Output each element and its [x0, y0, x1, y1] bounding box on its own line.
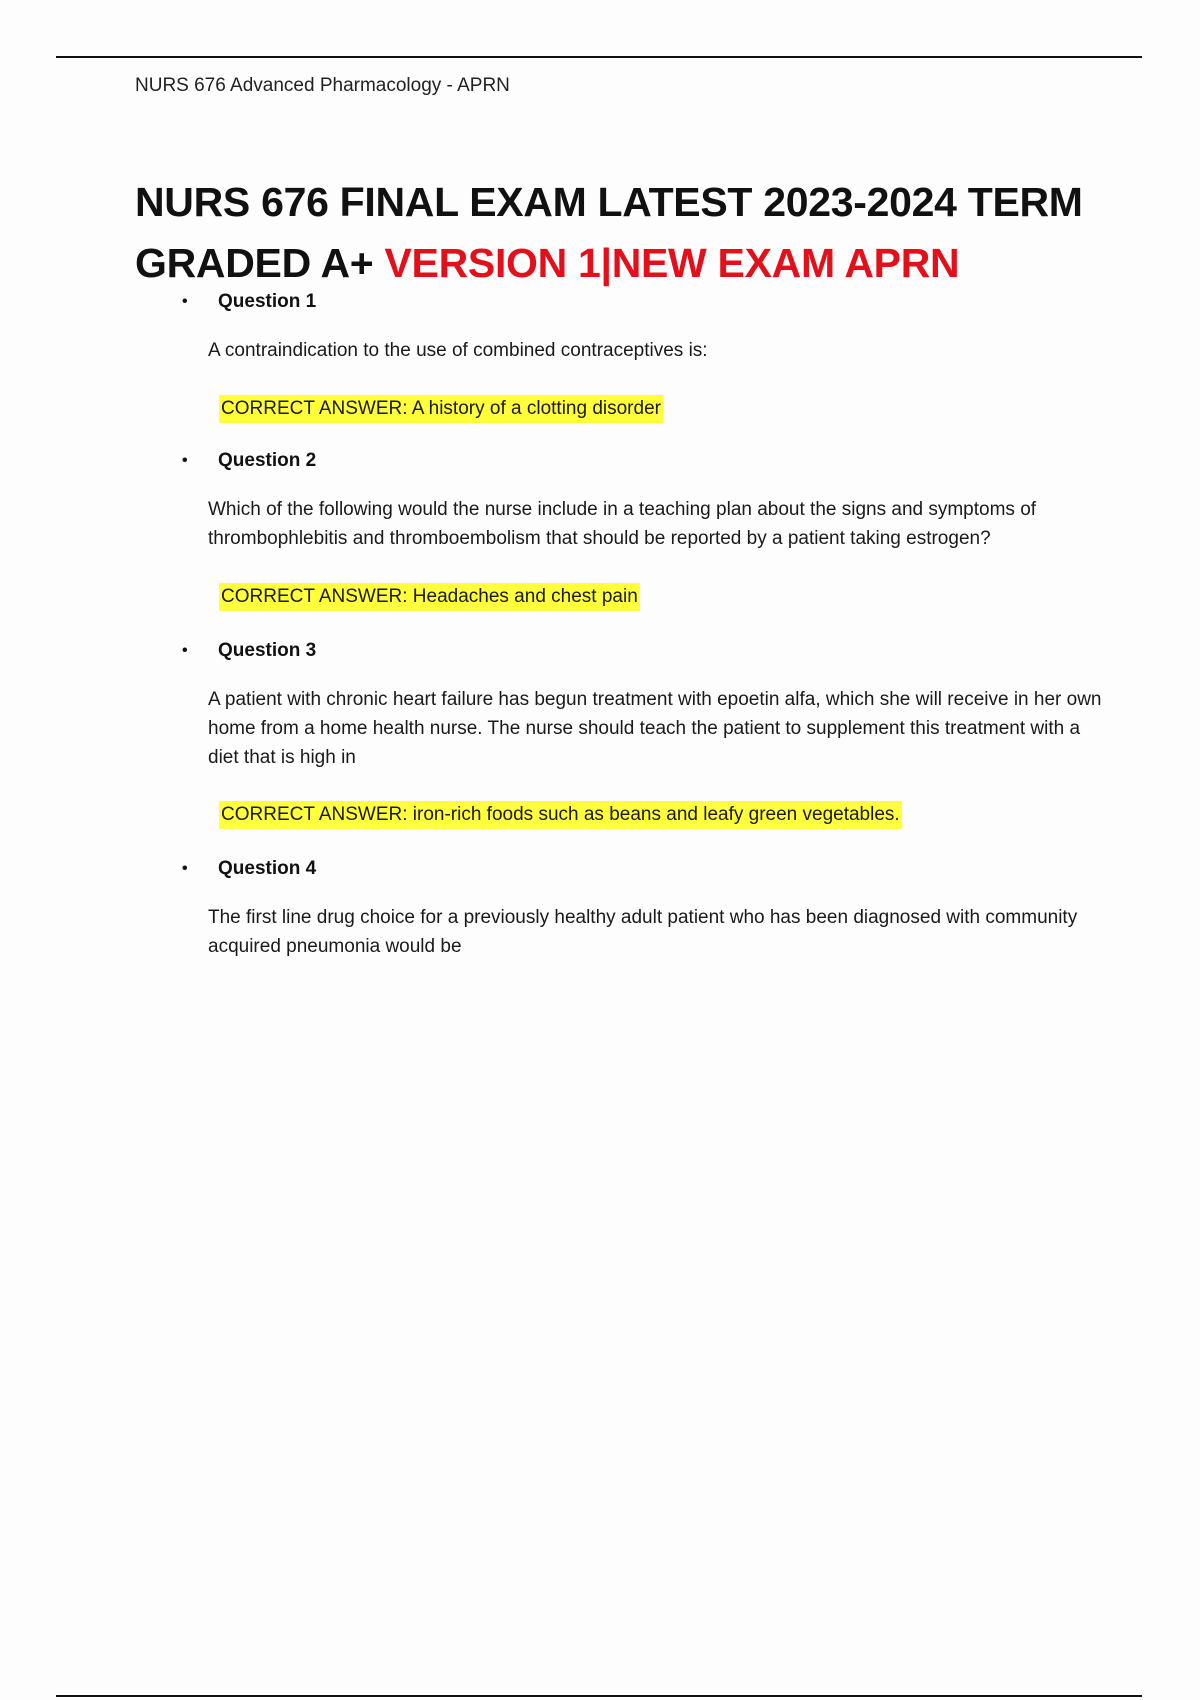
question-label: Question 1: [218, 291, 317, 312]
bullet-icon: •: [182, 452, 188, 469]
title-line-2: GRADED A+: [135, 240, 385, 286]
question-heading: [182, 858, 316, 880]
top-rule: [56, 56, 1142, 58]
question-heading: [182, 640, 316, 662]
question-label: Question 4: [218, 858, 317, 879]
bullet-icon: •: [182, 860, 188, 877]
correct-answer: CORRECT ANSWER: Headaches and chest pain: [219, 583, 640, 611]
correct-answer: CORRECT ANSWER: A history of a clotting disorder: [219, 395, 663, 423]
question-heading: [182, 450, 316, 472]
question-text: The first line drug choice for a previously healthy adult patient who has been diagnosed with community acquired pneumonia would be: [208, 907, 1078, 957]
title-version: VERSION 1|NEW EXAM APRN: [384, 240, 960, 286]
question-text: A patient with chronic heart failure has begun treatment with epoetin alfa, which she will receive in her own home from a home health nurse. The nurse should teach the patient to supplement this treatment with a diet that is high in: [208, 689, 1102, 768]
document-title: [135, 172, 1135, 294]
bullet-icon: •: [182, 293, 188, 310]
page-header: NURS 676 Advanced Pharmacology - APRN: [135, 75, 510, 96]
question-label: Question 2: [218, 450, 317, 471]
question-text: Which of the following would the nurse include in a teaching plan about the signs and symptoms of thrombophlebitis and thromboembolism that should be reported by a patient taking estrogen?: [208, 499, 1037, 549]
question-heading: [182, 291, 316, 313]
question-text: A contraindication to the use of combined contraceptives is:: [208, 340, 708, 361]
correct-answer: CORRECT ANSWER: iron-rich foods such as beans and leafy green vegetables.: [219, 801, 902, 829]
bottom-rule: [56, 1695, 1142, 1697]
question-label: Question 3: [218, 640, 317, 661]
bullet-icon: •: [182, 642, 188, 659]
title-line-1: NURS 676 FINAL EXAM LATEST 2023-2024 TERM: [135, 179, 1083, 225]
